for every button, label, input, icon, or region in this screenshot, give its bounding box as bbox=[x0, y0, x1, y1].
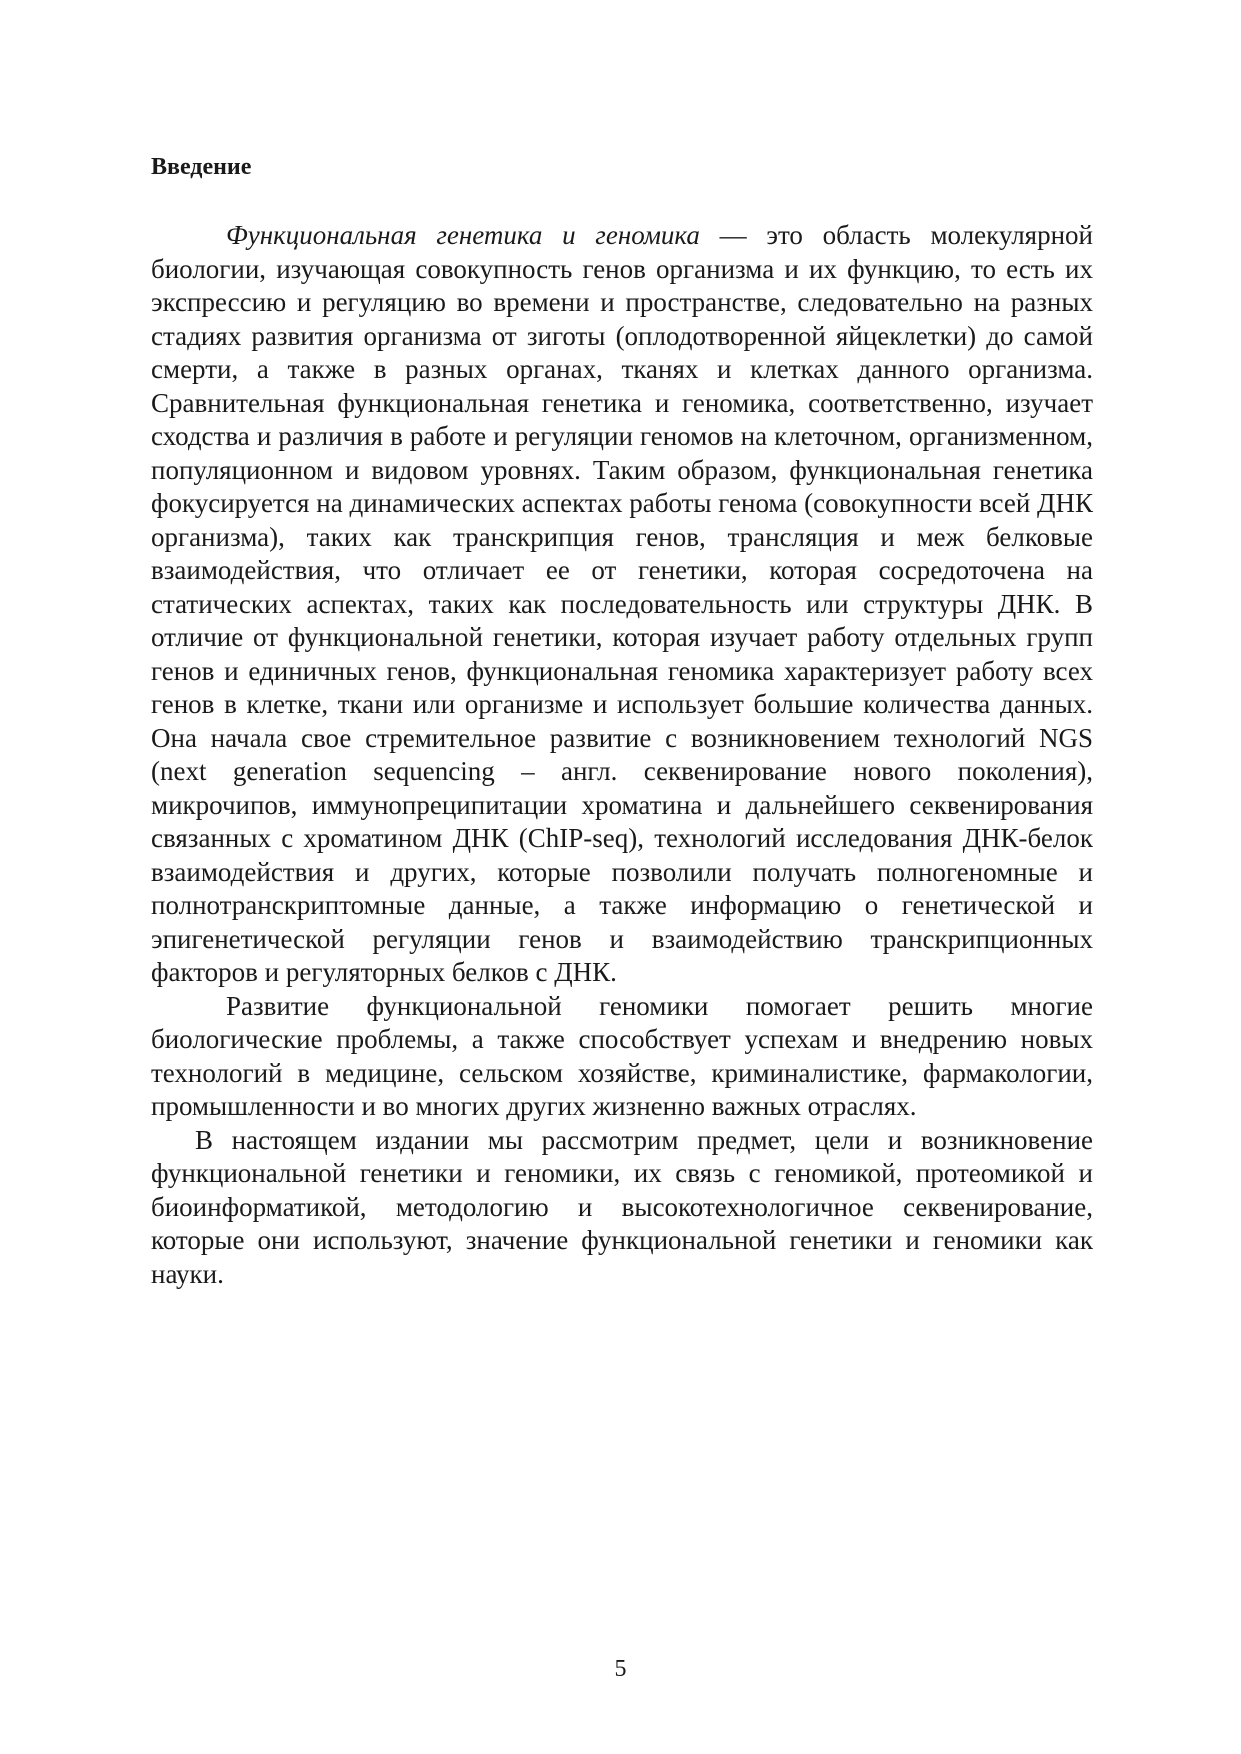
paragraph-development: Развитие функциональной геномики помогает решить многие биологические проблемы, а также способствует успехам и внедрению новых технологий в медицине, сельском хозяйстве, криминалистике, фармакологии, промышленности и во многих других жизненно важных отраслях. bbox=[151, 990, 1093, 1121]
page-number: 5 bbox=[614, 1656, 627, 1682]
section-heading: Введение bbox=[151, 154, 252, 180]
paragraph-scope: В настоящем издании мы рассмотрим предмет, цели и возникновение функциональной генетики и геномики, их связь с геномикой, протеомикой и биоинформатикой, методологию и высокотехнологичное секвенирование, которые они используют, значение функциональной генетики и геномики как науки. bbox=[151, 1124, 1093, 1289]
paragraph-lead-term: Функциональная генетика и геномика bbox=[226, 220, 700, 250]
paragraph-intro bbox=[151, 219, 1093, 990]
paragraph-text: — это область молекулярной биологии, изучающая совокупность генов организма и их функцию, то есть их экспрессию и регуляцию во времени и пространстве, следовательно на разных стадиях развития организма от зиготы (оплодотворенной яйцеклетки) до самой смерти, а также в разных органах, тканях и клетках данного организма. Сравнительная функциональная генетика и геномика, соответственно, изучает сходства и различия в работе и регуляции геномов на клеточном, организменном, популяционном и видовом уровнях. Таким образом, функциональная генетика фокусируется на динамических аспектах работы генома (совокупности всей ДНК организма), таких как транскрипция генов, трансляция и меж белковые взаимодействия, что отличает ее от генетики, которая сосредоточена на статических аспектах, таких как последовательность или структуры ДНК. В отличие от функциональной генетики, которая изучает работу отдельных групп генов и единичных генов, функциональная геномика характеризует работу всех генов в клетке, ткани или организме и использует большие количества данных. Она начала свое стремительное развитие с возникновением технологий NGS (next generation sequencing – англ. секвенирование нового поколения), микрочипов, иммунопреципитации хроматина и дальнейшего секвенирования связанных с хроматином ДНК (ChIP-seq), технологий исследования ДНК-белок взаимодействия и других, которые позволили получать полногеномные и полнотранскриптомные данные, а также информацию о генетической и эпигенетической регуляции генов и взаимодействию транскрипционных факторов и регуляторных белков с ДНК. bbox=[151, 220, 1093, 987]
body-text bbox=[151, 219, 1093, 1291]
